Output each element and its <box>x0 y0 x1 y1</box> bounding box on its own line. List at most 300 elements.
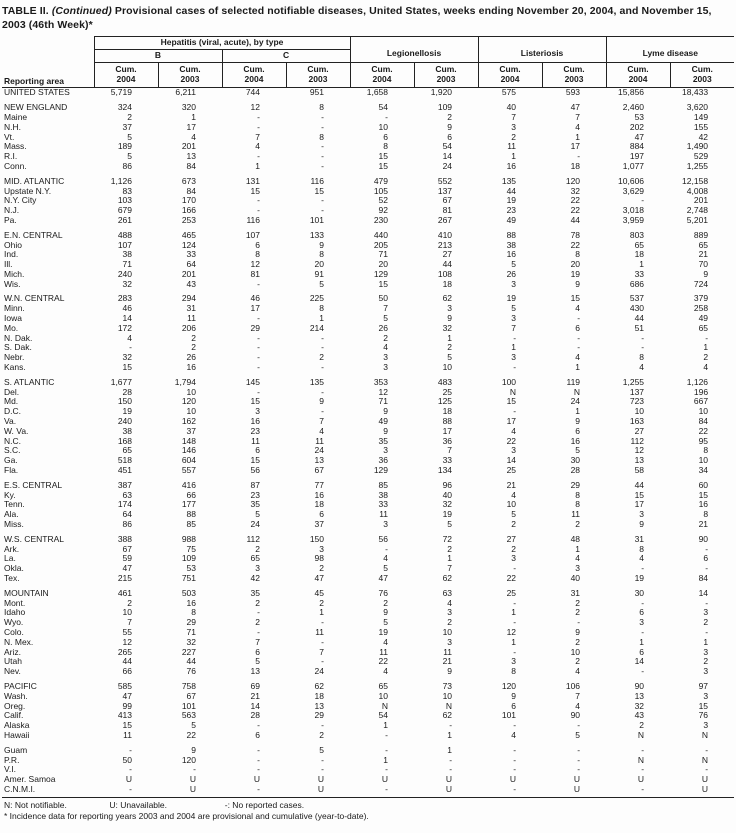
value-cell: 84 <box>698 417 709 427</box>
value-cell: - <box>321 343 325 353</box>
table-row <box>2 466 734 476</box>
value-cell: 72 <box>442 533 453 544</box>
value-cell: 196 <box>693 387 709 397</box>
value-cell: U <box>189 775 196 785</box>
value-cell: 29 <box>250 323 260 333</box>
value-cell: 16 <box>186 363 196 373</box>
value-cell: 81 <box>250 269 260 279</box>
value-cell: 9 <box>383 608 389 618</box>
table-row <box>2 765 734 775</box>
value-cell: 1,658 <box>366 87 389 98</box>
value-cell: 15 <box>378 152 389 162</box>
area-cell: Ala. <box>4 510 19 520</box>
table-row <box>2 88 734 98</box>
area-cell: Conn. <box>4 161 27 171</box>
value-cell: 4 <box>383 667 389 677</box>
area-cell: Iowa <box>4 314 22 324</box>
value-cell: 7 <box>447 446 453 456</box>
table-row <box>2 564 734 574</box>
value-cell: 17 <box>250 304 260 314</box>
value-cell: 84 <box>698 574 709 583</box>
value-cell: - <box>641 598 645 608</box>
value-cell: - <box>577 744 581 755</box>
value-cell: 47 <box>122 691 132 701</box>
value-cell: 5 <box>447 353 453 363</box>
value-cell: 24 <box>250 520 260 530</box>
value-cell: 884 <box>629 142 645 152</box>
value-cell: 44 <box>442 260 453 270</box>
table-row <box>2 417 734 427</box>
value-cell: 98 <box>314 554 325 564</box>
value-cell: 1 <box>191 112 196 122</box>
value-cell: 4 <box>191 132 196 142</box>
value-cell: 36 <box>378 456 389 466</box>
col-header-legionellosis: Legionellosis <box>350 37 478 63</box>
value-cell: 1 <box>511 343 517 353</box>
value-cell: 22 <box>570 196 581 206</box>
value-cell: 6 <box>255 730 260 740</box>
value-cell: 5,719 <box>110 87 132 98</box>
value-cell: 11 <box>187 314 196 324</box>
table-row <box>2 206 734 216</box>
value-cell: U <box>158 785 222 797</box>
value-cell: 2 <box>639 721 645 731</box>
value-cell: 479 <box>373 175 389 186</box>
value-cell: - <box>350 785 414 797</box>
table-title-continued: (Continued) <box>51 5 112 17</box>
value-cell: 7 <box>383 304 389 314</box>
table-row <box>2 280 734 290</box>
value-cell: 11 <box>123 730 132 740</box>
value-cell: 4 <box>127 333 132 343</box>
table-row <box>2 721 734 731</box>
value-cell: U <box>125 775 132 785</box>
area-cell: Ind. <box>4 250 19 260</box>
value-cell: 744 <box>245 87 260 98</box>
value-cell: - <box>641 564 645 574</box>
value-cell: 2 <box>575 657 581 667</box>
value-cell: - <box>577 343 581 353</box>
value-cell: 25 <box>442 387 453 397</box>
table-body <box>2 88 734 797</box>
value-cell: 37 <box>186 426 196 436</box>
footnote-legend <box>4 800 734 812</box>
value-cell: 18 <box>442 279 453 289</box>
value-cell: 11 <box>379 647 389 657</box>
value-cell: 18,433 <box>682 87 709 98</box>
table-row <box>2 270 734 280</box>
value-cell: 62 <box>442 711 453 721</box>
value-cell: 26 <box>186 353 196 363</box>
value-cell: 49 <box>506 215 517 225</box>
value-cell: 44 <box>506 186 517 196</box>
value-cell: N <box>637 730 645 740</box>
value-cell: 12 <box>634 446 645 456</box>
value-cell: 1 <box>639 260 645 270</box>
value-cell: - <box>641 343 645 353</box>
value-cell: 73 <box>442 680 453 691</box>
value-cell: 14 <box>698 587 709 598</box>
value-cell: - <box>641 744 645 755</box>
value-cell: N <box>573 387 581 397</box>
value-cell: 1,126 <box>686 376 709 387</box>
value-cell: 75 <box>186 544 196 554</box>
value-cell: 14 <box>506 456 517 466</box>
value-cell: 324 <box>117 102 132 113</box>
area-cell: PACIFIC <box>4 680 37 691</box>
area-cell: W.N. CENTRAL <box>4 293 65 304</box>
value-cell: 77 <box>314 479 325 490</box>
value-cell: 37 <box>122 122 132 132</box>
value-cell: 18 <box>570 161 581 171</box>
value-cell: 205 <box>373 240 389 250</box>
value-cell: 15 <box>314 186 325 196</box>
value-cell: 172 <box>117 323 132 333</box>
value-cell: - <box>513 618 517 628</box>
value-cell: 7 <box>447 564 453 574</box>
table-row <box>2 133 734 143</box>
table-row <box>2 123 734 133</box>
value-cell: 13 <box>314 701 325 711</box>
area-cell: Idaho <box>4 608 26 618</box>
value-cell: 19 <box>634 574 645 583</box>
value-cell: 8 <box>639 353 645 363</box>
value-cell: 162 <box>181 417 196 427</box>
value-cell: 201 <box>181 142 196 152</box>
value-cell: 85 <box>378 479 389 490</box>
value-cell: 9 <box>575 279 581 289</box>
value-cell: U <box>637 775 645 785</box>
value-cell: 71 <box>378 250 389 260</box>
value-cell: 65 <box>250 554 260 564</box>
value-cell: - <box>321 637 325 647</box>
value-cell: 26 <box>506 269 517 279</box>
value-cell: 20 <box>314 260 325 270</box>
value-cell: 1 <box>447 333 453 343</box>
area-cell: Mich. <box>4 269 25 279</box>
value-cell: 1 <box>511 152 517 162</box>
table-row <box>2 500 734 510</box>
value-cell: 101 <box>181 701 196 711</box>
area-cell: Ill. <box>4 260 13 270</box>
table-row <box>2 363 734 373</box>
value-cell: 667 <box>693 397 709 407</box>
value-cell: 2 <box>255 598 260 608</box>
area-cell: Guam <box>4 744 28 755</box>
value-cell: - <box>449 755 453 765</box>
value-cell: 67 <box>314 466 325 476</box>
value-cell: 8 <box>319 102 325 113</box>
value-cell: 28 <box>250 711 260 721</box>
value-cell: 76 <box>698 711 709 721</box>
value-cell: 1,677 <box>110 376 132 387</box>
value-cell: 112 <box>630 436 645 446</box>
value-cell: - <box>129 343 132 353</box>
value-cell: 410 <box>437 229 453 240</box>
area-cell: Calif. <box>4 711 24 721</box>
value-cell: 15 <box>634 490 645 500</box>
value-cell: 22 <box>506 436 517 446</box>
area-cell: Tex. <box>4 574 20 583</box>
value-cell: 6 <box>639 647 645 657</box>
value-cell: - <box>321 387 325 397</box>
value-cell: - <box>321 721 325 731</box>
value-cell: 32 <box>442 323 453 333</box>
value-cell: - <box>513 407 517 417</box>
col-header-reporting-area: Reporting area <box>2 37 94 88</box>
value-cell: 3 <box>383 520 389 530</box>
area-cell: W.S. CENTRAL <box>4 533 64 544</box>
value-cell: N <box>701 755 709 765</box>
value-cell: 134 <box>437 466 453 476</box>
value-cell: - <box>385 730 389 740</box>
col-header-hep-b-cum-2003: Cum. 2003 <box>158 62 222 88</box>
value-cell: - <box>321 657 325 667</box>
value-cell: 76 <box>378 587 389 598</box>
value-cell: 5 <box>127 132 132 142</box>
col-header-hep-c-cum-2004: Cum. 2004 <box>222 62 286 88</box>
value-cell: 2 <box>383 333 389 343</box>
value-cell: 66 <box>186 490 196 500</box>
table-title-prefix: TABLE II. <box>2 5 49 17</box>
value-cell: 723 <box>629 397 645 407</box>
value-cell: 240 <box>117 417 132 427</box>
table-row <box>2 667 734 677</box>
value-cell: 6 <box>255 647 260 657</box>
value-cell: - <box>705 598 709 608</box>
value-cell: 201 <box>693 196 709 206</box>
table-row <box>2 476 734 491</box>
value-cell: - <box>705 765 709 775</box>
value-cell: 15 <box>506 397 517 407</box>
value-cell: 31 <box>634 533 645 544</box>
value-cell: - <box>449 765 453 775</box>
value-cell: 145 <box>245 376 260 387</box>
value-cell: 45 <box>314 587 325 598</box>
value-cell: 3,959 <box>622 215 645 225</box>
value-cell: - <box>513 363 517 373</box>
value-cell: 101 <box>501 711 517 721</box>
value-cell: 10 <box>442 691 453 701</box>
value-cell: - <box>321 206 325 216</box>
value-cell: 215 <box>117 574 132 583</box>
value-cell: 14 <box>250 701 260 711</box>
value-cell: 1,490 <box>686 142 709 152</box>
table-row <box>2 226 734 241</box>
value-cell: 90 <box>570 711 581 721</box>
value-cell: 3 <box>511 554 517 564</box>
value-cell: 15 <box>250 456 260 466</box>
table-row <box>2 741 734 756</box>
value-cell: 430 <box>629 304 645 314</box>
value-cell: U <box>414 785 478 797</box>
value-cell: 5 <box>511 260 517 270</box>
value-cell: 65 <box>122 446 132 456</box>
value-cell: 47 <box>314 574 325 583</box>
area-cell: N.Y. City <box>4 196 37 206</box>
value-cell: 65 <box>698 240 709 250</box>
value-cell: - <box>257 206 260 216</box>
value-cell: 283 <box>117 293 132 304</box>
value-cell: 889 <box>693 229 709 240</box>
value-cell: 137 <box>437 186 453 196</box>
value-cell: 47 <box>378 574 389 583</box>
area-cell: Ariz. <box>4 647 21 657</box>
value-cell: - <box>257 744 260 755</box>
value-cell: 9 <box>639 520 645 530</box>
value-cell: 9 <box>575 417 581 427</box>
value-cell: 10,606 <box>618 175 645 186</box>
value-cell: 5,201 <box>686 215 709 225</box>
area-cell: Va. <box>4 417 17 427</box>
value-cell: 54 <box>378 102 389 113</box>
col-header-lyme-disease: Lyme disease <box>606 37 734 63</box>
col-header-lyme-cum-2004: Cum. 2004 <box>606 62 670 88</box>
value-cell: 11 <box>251 436 260 446</box>
value-cell: 5 <box>575 446 581 456</box>
value-cell: 13 <box>186 152 196 162</box>
value-cell: 101 <box>309 215 325 225</box>
value-cell: 1 <box>447 744 453 755</box>
value-cell: U <box>381 775 389 785</box>
area-cell: N.J. <box>4 206 20 216</box>
value-cell: 2 <box>255 618 260 628</box>
value-cell: N <box>701 730 709 740</box>
value-cell: 8 <box>383 142 389 152</box>
value-cell: 4 <box>575 353 581 363</box>
value-cell: 197 <box>629 152 645 162</box>
value-cell: 32 <box>570 186 581 196</box>
value-cell: 2 <box>447 112 453 122</box>
value-cell: 16 <box>314 490 325 500</box>
area-cell: Alaska <box>4 721 30 731</box>
value-cell: 38 <box>506 240 517 250</box>
area-cell: Wis. <box>4 279 21 289</box>
value-cell: 33 <box>634 269 645 279</box>
value-cell: 67 <box>442 196 453 206</box>
value-cell: 10 <box>698 407 709 417</box>
value-cell: 120 <box>565 175 581 186</box>
value-cell: 19 <box>506 293 517 304</box>
value-cell: - <box>641 196 645 206</box>
area-cell: NEW ENGLAND <box>4 102 68 113</box>
value-cell: 88 <box>506 229 517 240</box>
value-cell: 106 <box>565 680 581 691</box>
value-cell: 4 <box>575 554 581 564</box>
value-cell: 60 <box>698 479 709 490</box>
table-row <box>2 142 734 152</box>
table-row <box>2 731 734 741</box>
value-cell: N <box>381 701 389 711</box>
value-cell: 15 <box>250 186 260 196</box>
value-cell: 18 <box>442 407 453 417</box>
value-cell: 1 <box>383 755 389 765</box>
value-cell: - <box>577 755 581 765</box>
value-cell: 166 <box>181 206 196 216</box>
value-cell: 35 <box>250 500 260 510</box>
value-cell: 724 <box>693 279 709 289</box>
value-cell: 1,920 <box>430 87 453 98</box>
area-cell: Fla. <box>4 466 19 476</box>
value-cell: 2 <box>319 353 325 363</box>
value-cell: 129 <box>373 466 389 476</box>
value-cell: 62 <box>442 574 453 583</box>
value-cell: - <box>641 765 645 775</box>
value-cell: 267 <box>437 215 453 225</box>
value-cell: 2 <box>575 637 581 647</box>
value-cell: 2 <box>575 608 581 618</box>
value-cell: 38 <box>378 490 389 500</box>
table-row <box>2 343 734 353</box>
value-cell: 2,460 <box>622 102 645 113</box>
value-cell: 16 <box>506 250 517 260</box>
value-cell: 4 <box>511 426 517 436</box>
value-cell: - <box>641 333 645 343</box>
value-cell: 679 <box>117 206 132 216</box>
value-cell: 1 <box>383 721 389 731</box>
value-cell: 5 <box>383 618 389 628</box>
value-cell: 9 <box>575 627 581 637</box>
value-cell: 988 <box>181 533 196 544</box>
value-cell: 11 <box>315 627 325 637</box>
value-cell: 488 <box>117 229 132 240</box>
value-cell: 213 <box>437 240 453 250</box>
value-cell: 124 <box>181 240 196 250</box>
value-cell: 4 <box>255 142 260 152</box>
value-cell: 3,629 <box>622 186 645 196</box>
value-cell: 230 <box>373 215 389 225</box>
value-cell: 465 <box>181 229 196 240</box>
value-cell: 1 <box>511 608 517 618</box>
value-cell: 387 <box>117 479 132 490</box>
value-cell: 64 <box>186 260 196 270</box>
value-cell: 2 <box>255 544 260 554</box>
table-row <box>2 388 734 398</box>
value-cell: 86 <box>122 161 132 171</box>
value-cell: 40 <box>506 102 517 113</box>
area-cell: Upstate N.Y. <box>4 186 52 196</box>
value-cell: 593 <box>565 87 581 98</box>
value-cell: 44 <box>634 479 645 490</box>
value-cell: 28 <box>122 387 132 397</box>
area-cell: Okla. <box>4 564 24 574</box>
value-cell: 8 <box>191 608 196 618</box>
value-cell: 320 <box>181 102 196 113</box>
value-cell: 30 <box>634 587 645 598</box>
value-cell: - <box>129 744 132 755</box>
area-cell: Colo. <box>4 627 24 637</box>
value-cell: 11 <box>443 647 453 657</box>
value-cell: 5 <box>383 564 389 574</box>
value-cell: 7 <box>319 417 325 427</box>
value-cell: 214 <box>309 323 325 333</box>
value-cell: 2,748 <box>686 206 709 216</box>
table-row <box>2 648 734 658</box>
value-cell: 4 <box>575 701 581 711</box>
value-cell: 10 <box>122 608 132 618</box>
area-cell: Ark. <box>4 544 20 554</box>
value-cell: 44 <box>186 657 196 667</box>
value-cell: - <box>257 112 260 122</box>
value-cell: 3 <box>639 510 645 520</box>
value-cell: 2 <box>703 618 709 628</box>
value-cell: 78 <box>570 229 581 240</box>
value-cell: 125 <box>437 397 453 407</box>
value-cell: 71 <box>378 397 389 407</box>
value-cell: 174 <box>117 500 132 510</box>
value-cell: 30 <box>570 456 581 466</box>
value-cell: 55 <box>122 627 132 637</box>
